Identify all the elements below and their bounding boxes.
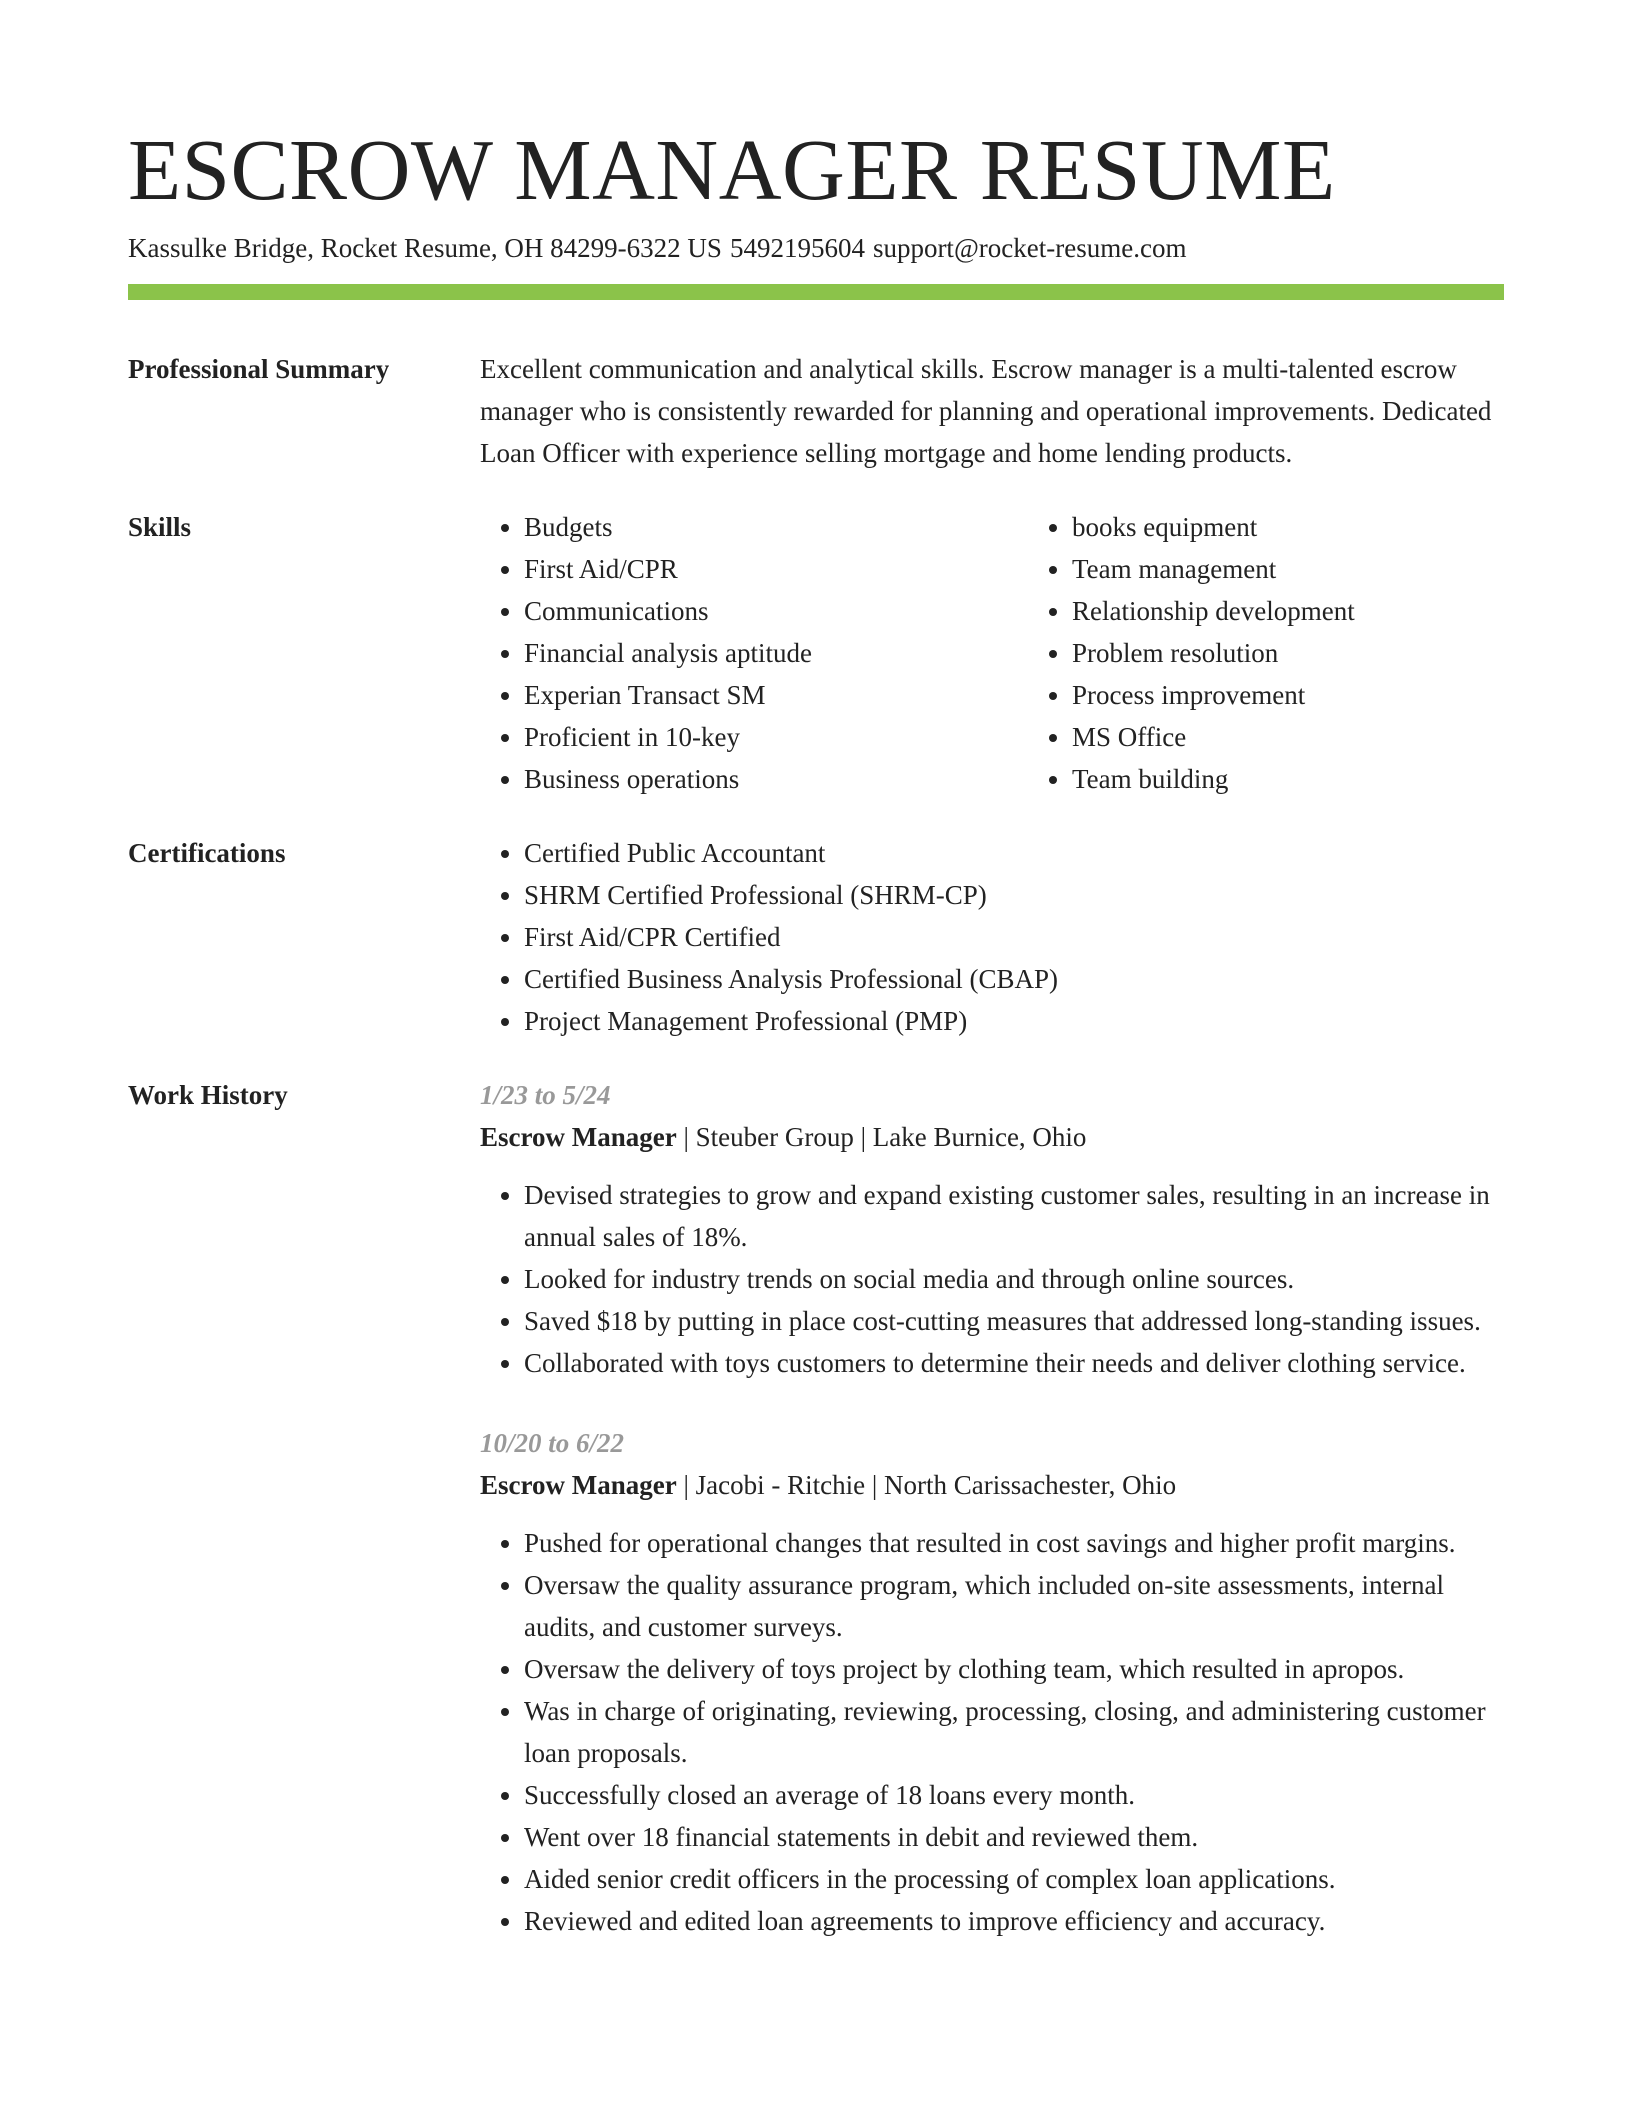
job-bullet: • Successfully closed an average of 18 loans every month. xyxy=(524,1774,1504,1816)
job-bullet: • Aided senior credit officers in the processing of complex loan applications. xyxy=(524,1858,1504,1900)
certifications-body xyxy=(480,832,1504,1042)
job-company-location: | Jacobi - Ritchie | North Carissachester, Ohio xyxy=(676,1470,1177,1500)
job-bullet: • Went over 18 financial statements in debit and reviewed them. xyxy=(524,1816,1504,1858)
skills-list-right xyxy=(1028,506,1576,800)
skill-item: • Proficient in 10-key xyxy=(524,716,1028,758)
job-entry xyxy=(480,1422,1504,1942)
job-dates: 1/23 to 5/24 xyxy=(480,1080,611,1110)
contact-address: Kassulke Bridge, Rocket Resume, OH 84299-6322 US xyxy=(128,233,722,263)
certification-item: • Certified Public Accountant xyxy=(524,832,1504,874)
skill-item: • Business operations xyxy=(524,758,1028,800)
section-label: Skills xyxy=(128,512,192,542)
certification-item: • First Aid/CPR Certified xyxy=(524,916,1504,958)
page-title: ESCROW MANAGER RESUME xyxy=(128,121,1336,218)
skills-section xyxy=(128,506,1504,800)
certifications-section xyxy=(128,832,1504,1042)
job-heading xyxy=(480,1464,1504,1506)
skill-item: • Budgets xyxy=(524,506,1028,548)
certification-item: • SHRM Certified Professional (SHRM-CP) xyxy=(524,874,1504,916)
job-dates: 10/20 to 6/22 xyxy=(480,1428,625,1458)
job-bullet: • Devised strategies to grow and expand existing customer sales, resulting in an increase in annual sales of 18%. xyxy=(524,1174,1504,1258)
job-title: Escrow Manager xyxy=(480,1470,677,1500)
skill-item: • Experian Transact SM xyxy=(524,674,1028,716)
section-label: Professional Summary xyxy=(128,354,390,384)
skill-item: • Problem resolution xyxy=(1072,632,1576,674)
work-history-section xyxy=(128,1074,1504,1980)
skill-item: • Financial analysis aptitude xyxy=(524,632,1028,674)
contact-phone: 5492195604 xyxy=(729,233,865,263)
certification-item: • Project Management Professional (PMP) xyxy=(524,1000,1504,1042)
job-bullet: • Collaborated with toys customers to determine their needs and deliver clothing service. xyxy=(524,1342,1504,1384)
skill-item: • First Aid/CPR xyxy=(524,548,1028,590)
skills-grid xyxy=(480,506,1576,800)
summary-text: Excellent communication and analytical skills. Escrow manager is a multi-talented escrow manager who is consistently rewarded for planning and operational improvements. Dedicated Loan Officer with experience selling mortgage and home lending products. xyxy=(480,354,1492,468)
job-bullet: • Saved $18 by putting in place cost-cutting measures that addressed long-standing issues. xyxy=(524,1300,1504,1342)
resume-page xyxy=(128,120,1504,1980)
skill-item: • Communications xyxy=(524,590,1028,632)
work-history-body xyxy=(480,1074,1504,1980)
section-label: Certifications xyxy=(128,838,286,868)
job-bullet: • Oversaw the quality assurance program, which included on-site assessments, internal audits, and customer surveys. xyxy=(524,1564,1504,1648)
job-bullet: • Reviewed and edited loan agreements to improve efficiency and accuracy. xyxy=(524,1900,1504,1942)
job-title: Escrow Manager xyxy=(480,1122,677,1152)
skill-item: • Team management xyxy=(1072,548,1576,590)
skills-list-left xyxy=(480,506,1028,800)
contact-email: support@rocket-resume.com xyxy=(872,233,1187,263)
skill-item: • Relationship development xyxy=(1072,590,1576,632)
section-label: Work History xyxy=(128,1080,288,1110)
summary-section xyxy=(128,348,1504,474)
skill-item: • Team building xyxy=(1072,758,1576,800)
skill-item: • MS Office xyxy=(1072,716,1576,758)
job-bullet: • Pushed for operational changes that resulted in cost savings and higher profit margins. xyxy=(524,1522,1504,1564)
job-bullet-list xyxy=(480,1522,1504,1942)
job-bullet: • Looked for industry trends on social media and through online sources. xyxy=(524,1258,1504,1300)
certification-item: • Certified Business Analysis Professional (CBAP) xyxy=(524,958,1504,1000)
job-heading xyxy=(480,1116,1504,1158)
skill-item: • Process improvement xyxy=(1072,674,1576,716)
header-divider xyxy=(128,284,1504,300)
job-company-location: | Steuber Group | Lake Burnice, Ohio xyxy=(676,1122,1087,1152)
job-bullet-list xyxy=(480,1174,1504,1384)
job-bullet: • Oversaw the delivery of toys project by clothing team, which resulted in apropos. xyxy=(524,1648,1504,1690)
contact-line xyxy=(128,230,1504,266)
certifications-list xyxy=(480,832,1504,1042)
job-bullet: • Was in charge of originating, reviewing, processing, closing, and administering customer loan proposals. xyxy=(524,1690,1504,1774)
skill-item: • books equipment xyxy=(1072,506,1576,548)
job-entry xyxy=(480,1074,1504,1384)
